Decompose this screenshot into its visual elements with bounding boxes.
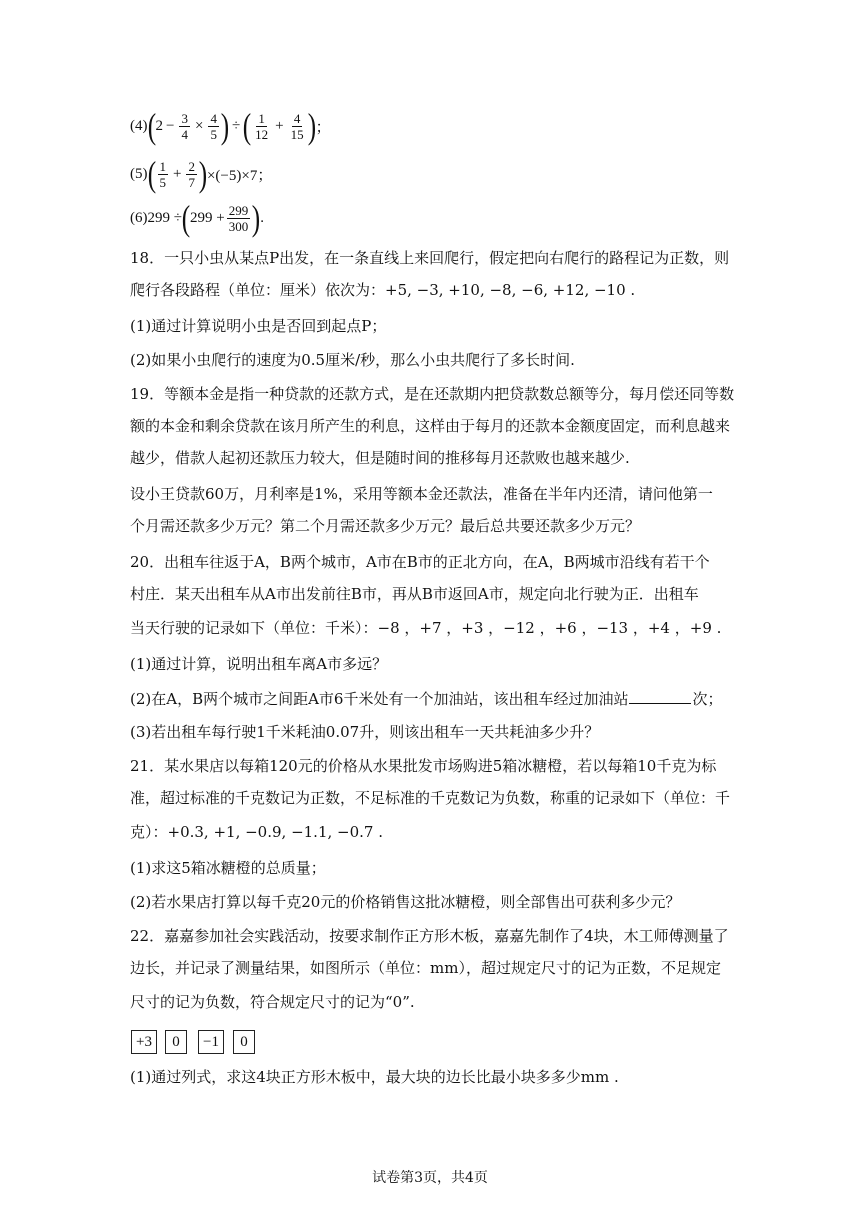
fraction: $\frac{2}{7}$ [188,158,195,190]
left-paren: ( [147,106,156,146]
left-paren: ( [242,106,252,146]
item-label: (5) [130,165,148,182]
right-paren: ) [307,106,316,146]
q18-sub-1: (1)通过计算说明小虫是否回到起点P； [130,317,387,335]
measurement-box: 0 [165,1030,187,1054]
q20-sub-2 [130,687,820,710]
fraction: $\frac{3}{4}$ [181,110,188,142]
measurement-box: 0 [233,1030,255,1054]
q20-sub-1: (1)通过计算，说明出租车离A市多远？ [130,655,388,673]
expression-4 [130,108,331,144]
operator: × [194,117,204,134]
punctuation: ； [315,119,331,136]
q21-sub-2: (2)若水果店打算以每千克20元的价格销售这批冰糖橙，则全部售出可获利多少元？ [130,893,681,911]
q20-line-1: 20．出租车往返于A，B两个城市，A市在B市的正北方向，在A，B两城市沿线有若干个 [130,553,710,571]
q22-line-2: 边长，并记录了测量结果，如图所示（单位：mm），超过规定尺寸的记为正数，不足规定 [130,959,721,977]
number: 299 ÷ [147,209,182,226]
fraction: $\frac{1}{5}$ [159,158,166,190]
q20-sub-3: (3)若出租车每行驶1千米耗油0.07升，则该出租车一天共耗油多少升？ [130,723,600,741]
right-paren: ) [252,198,261,238]
item-label: (6) [130,209,148,226]
measurement-box: −1 [198,1030,224,1054]
expression-rest: ×(−5)×7； [206,167,273,184]
q19-line-5: 个月需还款多少万元？第二个月需还款多少万元？最后总共要还款多少万元？ [130,517,641,535]
q20-sub-2-end: 次； [692,690,723,708]
item-label: (4) [130,117,148,134]
number: 2 [155,117,163,134]
fraction: $\frac{4}{5}$ [210,110,217,142]
q19-line-4: 设小王贷款60万，月利率是1%，采用等额本金还款法，准备在半年内还清，请问他第一 [130,485,713,503]
measurement-box: +3 [131,1030,157,1054]
q20-line-2: 村庄．某天出租车从A市出发前往B市，再从B市返回A市，规定向北行驶为正．出租车 [130,585,699,603]
q21-line-2: 准，超过标准的千克数记为正数，不足标准的千克数记为负数，称重的记录如下（单位：千 [130,789,731,807]
fraction: $\frac{4}{15}$ [290,110,304,142]
q21-line-1: 21．某水果店以每箱120元的价格从水果批发市场购进5箱冰糖橙，若以每箱10千克为标 [130,757,717,775]
expression-5 [130,156,272,192]
right-paren: ) [198,154,208,194]
operator: + [275,117,284,134]
left-paren: ( [181,198,191,238]
left-paren: ( [147,154,156,194]
right-paren: ) [220,106,230,146]
q21-sub-1: (1)求这5箱冰糖橙的总质量； [130,859,326,877]
q19-line-2: 额的本金和剩余贷款在该月所产生的利息，这样由于每月的还款本金额度固定，而利息越来 [130,417,731,435]
q20-line-3: 当天行驶的记录如下（单位：千米）：−8 ，+7 ，+3 ，−12 ，+6 ，−13 ，+4 ，+9 . [130,619,722,637]
fraction: $\frac{299}{300}$ [228,202,249,234]
q20-sub-2-text: (2)在A，B两个城市之间距A市6千米处有一个加油站，该出租车经过加油站 [130,690,629,708]
q18-line-1: 18．一只小虫从某点P出发，在一条直线上来回爬行，假定把向右爬行的路程记为正数，则 [130,249,730,267]
q22-line-1: 22．嘉嘉参加社会实践活动，按要求制作正方形木板，嘉嘉先制作了4块，木工师傅测量了 [130,927,729,945]
page-footer: 试卷第3页，共4页 [372,1170,488,1186]
q22-line-3: 尺寸的记为负数，符合规定尺寸的记为“0”. [130,993,415,1011]
q21-line-3: 克）：+0.3, +1, −0.9, −1.1, −0.7 . [130,823,383,841]
q18-sub-2: (2)如果小虫爬行的速度为0.5厘米/秒，那么小虫共爬行了多长时间. [130,351,575,369]
q22-sub-1: (1)通过列式，求这4块正方形木板中，最大块的边长比最小块多多少mm . [130,1068,619,1086]
q19-line-1: 19．等额本金是指一种贷款的还款方式，是在还款期内把贷款数总额等分，每月偿还同等数 [130,385,735,403]
number: 299 + [189,209,225,226]
expression-6 [130,200,264,236]
operator: − [166,117,175,134]
q19-line-3: 越少，借款人起初还款压力较大，但是随时间的推移每月还款败也越来越少. [130,449,630,467]
answer-blank[interactable] [629,687,691,704]
operator: + [173,165,182,182]
operator: ÷ [231,117,241,134]
fraction: $\frac{1}{12}$ [255,110,269,142]
q18-line-2: 爬行各段路程（单位：厘米）依次为：+5, −3, +10, −8, −6, +12, −10 . [130,281,636,299]
punctuation: . [260,209,264,226]
